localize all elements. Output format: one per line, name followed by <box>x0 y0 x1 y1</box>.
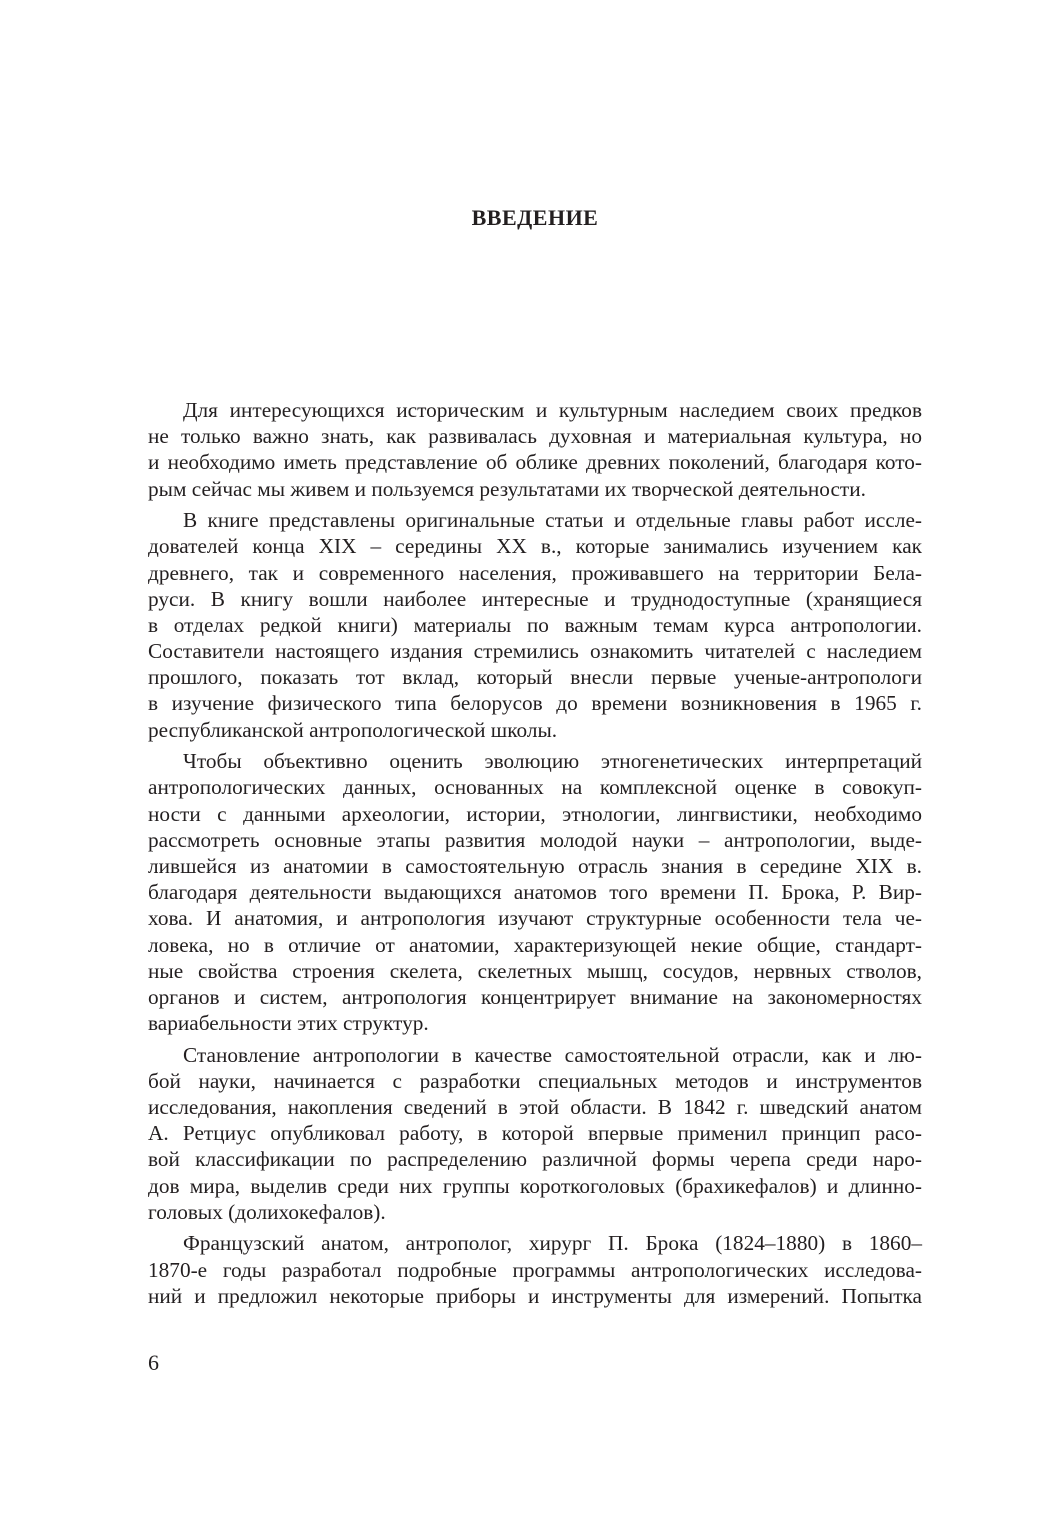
text-line: А. Ретциус опубликовал работу, в которой впервые применил принцип расо- <box>148 1121 922 1146</box>
text-line: вой классификации по распределению различной формы черепа среди наро- <box>148 1147 922 1172</box>
text-line: ности с данными археологии, истории, этнологии, лингвистики, необходимо <box>148 801 922 826</box>
text-line: в отделах редкой книги) материалы по важным темам курса антропологии. <box>148 612 922 637</box>
text-line: исследования, накопления сведений в этой области. В 1842 г. шведский анатом <box>148 1095 922 1120</box>
text-line: лившейся из анатомии в самостоятельную отрасль знания в середине XIX в. <box>148 853 922 878</box>
text-line: благодаря деятельности выдающихся анатомов того времени П. Брока, Р. Вир- <box>148 880 922 905</box>
text-line: головых (долихокефалов). <box>148 1199 386 1224</box>
text-line: прошлого, показать тот вклад, который внесли первые ученые-антропологи <box>148 665 922 690</box>
text-line: вариабельности этих структур. <box>148 1011 429 1036</box>
text-line: Французский анатом, антрополог, хирург П. Брока (1824–1880) в 1860– <box>183 1231 922 1256</box>
text-line: Чтобы объективно оценить эволюцию этногенетических интерпретаций <box>183 749 922 774</box>
text-line: органов и систем, антропология концентрирует внимание на закономерностях <box>148 984 922 1009</box>
paragraph <box>148 397 922 502</box>
text-line: В книге представлены оригинальные статьи и отдельные главы работ иссле- <box>183 508 922 533</box>
chapter-heading: ВВЕДЕНИЕ <box>471 205 599 230</box>
text-line: ний и предложил некоторые приборы и инструменты для измерений. Попытка <box>148 1283 922 1308</box>
text-line: бой науки, начинается с разработки специальных методов и инструментов <box>148 1068 922 1093</box>
text-line: в изучение физического типа белорусов до времени возникновения в 1965 г. <box>148 691 922 716</box>
text-line: 1870-е годы разработал подробные программы антропологических исследова- <box>148 1257 922 1282</box>
paragraph <box>148 1230 922 1309</box>
text-line: рым сейчас мы живем и пользуемся результатами их творческой деятельности. <box>148 476 866 501</box>
text-line: не только важно знать, как развивалась духовная и материальная культура, но <box>148 424 922 449</box>
text-line: древнего, так и современного населения, проживавшего на территории Бела- <box>148 560 922 585</box>
text-line: руси. В книгу вошли наиболее интересные и труднодоступные (хранящиеся <box>148 586 922 611</box>
text-line: дов мира, выделив среди них группы короткоголовых (брахикефалов) и длинно- <box>148 1173 922 1198</box>
text-line: дователей конца XIX – середины XX в., которые занимались изучением как <box>148 534 922 559</box>
text-line: антропологических данных, основанных на комплексной оценке в совокуп- <box>148 775 922 800</box>
text-line: ловека, но в отличие от анатомии, характеризующей некие общие, стандарт- <box>148 932 922 957</box>
text-line: рассмотреть основные этапы развития молодой науки – антропологии, выде- <box>148 827 922 852</box>
text-line: и необходимо иметь представление об облике древних поколений, благодаря кото- <box>148 450 922 475</box>
page-number: 6 <box>148 1350 159 1375</box>
chapter-body <box>148 397 922 1314</box>
text-line: хова. И анатомия, и антропология изучают структурные особенности тела че- <box>148 906 922 931</box>
text-line: Составители настоящего издания стремились ознакомить читателей с наследием <box>148 639 922 664</box>
text-line: республиканской антропологической школы. <box>148 717 558 742</box>
paragraph <box>148 1042 922 1225</box>
paragraph <box>148 748 922 1036</box>
paragraph <box>148 507 922 743</box>
text-line: Становление антропологии в качестве самостоятельной отрасли, как и лю- <box>183 1042 922 1067</box>
text-line: Для интересующихся историческим и культурным наследием своих предков <box>183 398 922 422</box>
text-line: ные свойства строения скелета, скелетных мышц, сосудов, нервных стволов, <box>148 958 922 983</box>
